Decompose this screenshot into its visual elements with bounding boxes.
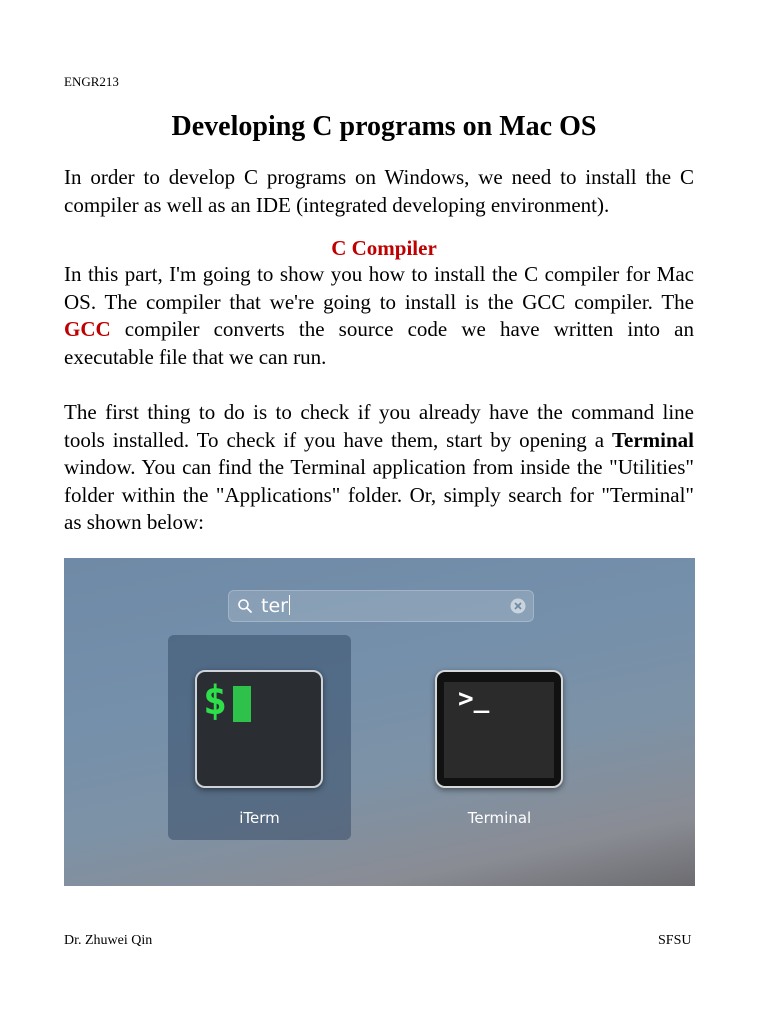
terminal-paragraph-text-a: The first thing to do is to check if you already have the command line tools installed. To check if you have them, start by opening a <box>64 400 694 452</box>
iterm-cursor-block <box>233 686 251 722</box>
search-icon <box>237 598 253 614</box>
search-query-text: ter <box>261 595 288 617</box>
iterm-dollar-glyph: $ <box>203 678 228 724</box>
course-code: ENGR213 <box>64 74 119 89</box>
terminal-label: Terminal <box>467 809 532 827</box>
terminal-bold: Terminal <box>611 427 694 452</box>
compiler-paragraph <box>64 261 694 371</box>
gcc-highlight: GCC <box>64 317 111 341</box>
compiler-paragraph-text-b: compiler converts the source code we have written into an executable file that we can run. <box>64 317 694 369</box>
iterm-label: iTerm <box>239 809 280 827</box>
intro-paragraph: In order to develop C programs on Windows, we need to install the C compiler as well as an IDE (integrated developing environment). <box>64 165 694 217</box>
clear-icon[interactable] <box>510 598 526 614</box>
search-input[interactable] <box>228 590 534 622</box>
page-title: Developing C programs on Mac OS <box>171 111 597 142</box>
terminal-prompt-glyph: >_ <box>458 684 490 714</box>
iterm-icon[interactable] <box>195 670 323 788</box>
terminal-paragraph <box>64 399 694 537</box>
search-query <box>261 595 290 617</box>
terminal-screen <box>444 682 554 778</box>
launchpad-screenshot <box>64 558 695 886</box>
footer-institution: SFSU <box>658 933 692 948</box>
compiler-paragraph-text-a: In this part, I'm going to show you how to install the C compiler for Mac OS. The compiler that we're going to install is the GCC compiler. The <box>64 262 694 314</box>
footer-author: Dr. Zhuwei Qin <box>64 933 153 948</box>
section-heading: C Compiler <box>331 236 437 260</box>
text-caret <box>289 595 290 615</box>
terminal-paragraph-text-b: window. You can find the Terminal application from inside the "Utilities" folder within the "Applications" folder. Or, simply search for "Terminal" as shown below: <box>64 455 694 534</box>
terminal-icon[interactable] <box>435 670 563 788</box>
